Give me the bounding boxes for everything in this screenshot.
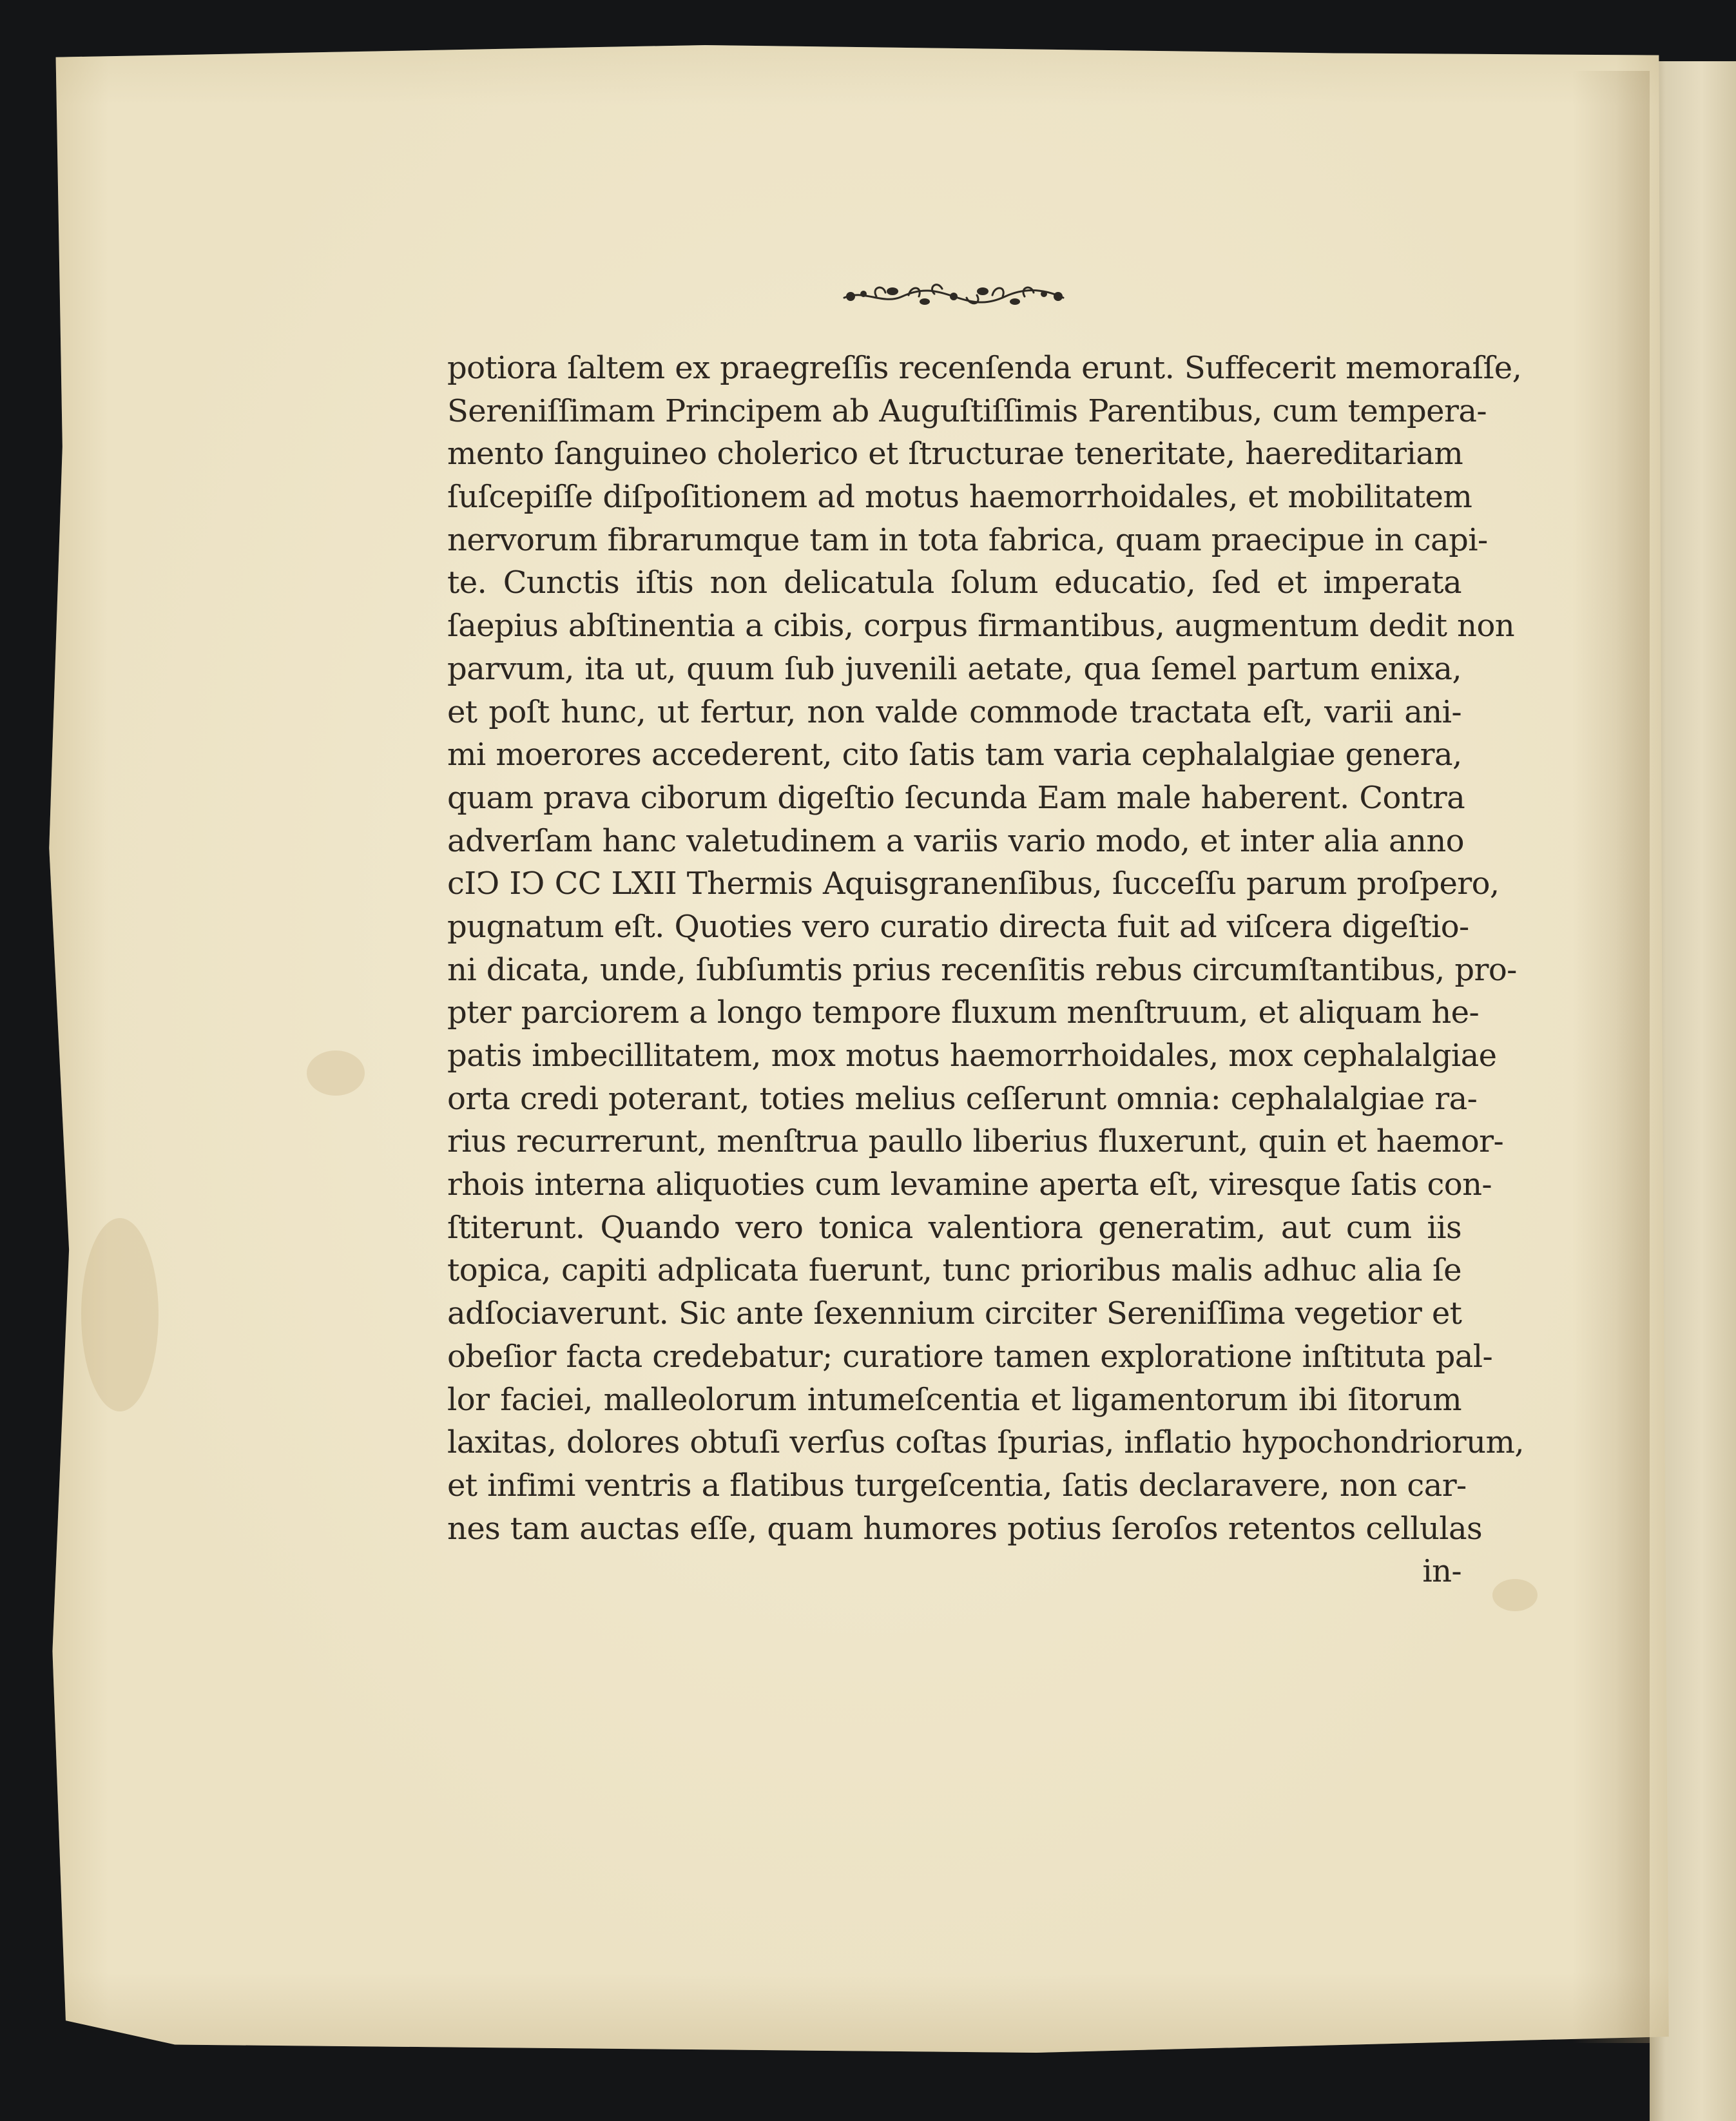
text-line: Sereniſſimam Principem ab Auguſtiſſimis Parentibus, cum tempera- <box>447 392 1487 429</box>
text-line: ni dicata, unde, ſubſumtis prius recenſitis rebus circumſtantibus, pro- <box>447 951 1517 988</box>
text-line: parvum, ita ut, quum ſub juvenili aetate, qua ſemel partum enixa, <box>447 650 1461 687</box>
text-line: topica, capiti adplicata fuerunt, tunc prioribus malis adhuc alia ſe <box>447 1252 1461 1289</box>
text-line: mi moerores accederent, cito ſatis tam varia cephalalgiae genera, <box>447 737 1462 773</box>
text-line: lor faciei, malleolorum intumeſcentia et ligamentorum ibi ſitorum <box>447 1381 1461 1418</box>
text-line: rius recurrerunt, menſtrua paullo liberius fluxerunt, quin et haemor- <box>447 1123 1504 1160</box>
text-line: ſuſcepiſſe diſpoſitionem ad motus haemorrhoidales, et mobilitatem <box>447 479 1472 516</box>
text-line: mento ſanguineo cholerico et ſtructurae teneritate, haereditariam <box>447 436 1463 472</box>
text-line: et poſt hunc, ut fertur, non valde commode tractata eſt, varii ani- <box>447 693 1461 730</box>
body-text <box>447 347 1525 1593</box>
text-line: adſociaverunt. Sic ante ſexennium circiter Sereniſſima vegetior et <box>447 1295 1462 1332</box>
text-line: potiora ſaltem ex praegreſſis recenſenda erunt. Suffecerit memoraſſe, <box>447 350 1522 386</box>
text-line: pter parciorem a longo tempore fluxum menſtruum, et aliquam he- <box>447 994 1480 1031</box>
text-line: et infimi ventris a flatibus turgeſcentia, ſatis declaravere, non car- <box>447 1467 1467 1504</box>
text-line: rhois interna aliquoties cum levamine aperta eſt, viresque ſatis con- <box>447 1167 1492 1203</box>
catchword: in- <box>1422 1553 1461 1590</box>
text-line: ſtiterunt. Quando vero tonica valentiora generatim, aut cum iis <box>447 1209 1461 1246</box>
text-line: patis imbecillitatem, mox motus haemorrhoidales, mox cephalalgiae <box>447 1038 1497 1074</box>
text-line: nervorum fibrarumque tam in tota fabrica, quam praecipue in capi- <box>447 521 1488 558</box>
floral-ornament-icon <box>838 277 1070 316</box>
text-line: nes tam auctas eſſe, quam humores potius ſeroſos retentos cellulas <box>447 1510 1483 1547</box>
foxing-stain <box>81 1218 159 1411</box>
page-gutter-shadow <box>1572 71 1650 2043</box>
text-line: ſaepius abſtinentia a cibis, corpus firmantibus, augmentum dedit non <box>447 608 1515 644</box>
text-line: cIↃ IↃ CC LXII Thermis Aquisgranenſibus, ſucceſſu parum proſpero, <box>447 866 1500 902</box>
text-line: orta credi poterant, toties melius ceſſerunt omnia: cephalalgiae ra- <box>447 1080 1478 1117</box>
text-line: pugnatum eſt. Quoties vero curatio directa fuit ad viſcera digeſtio- <box>447 908 1469 945</box>
foxing-stain <box>1492 1579 1538 1611</box>
foxing-stain <box>307 1051 365 1096</box>
text-line: quam prava ciborum digeſtio ſecunda Eam male haberent. Contra <box>447 779 1465 816</box>
text-line: adverſam hanc valetudinem a variis vario modo, et inter alia anno <box>447 822 1464 859</box>
text-line: te. Cunctis iſtis non delicatula ſolum educatio, ſed et imperata <box>447 565 1461 601</box>
text-line: obeſior facta credebatur; curatiore tamen exploratione inſtituta pal- <box>447 1338 1493 1375</box>
text-line: laxitas, dolores obtuſi verſus coſtas ſpurias, inflatio hypochondriorum, <box>447 1424 1525 1461</box>
